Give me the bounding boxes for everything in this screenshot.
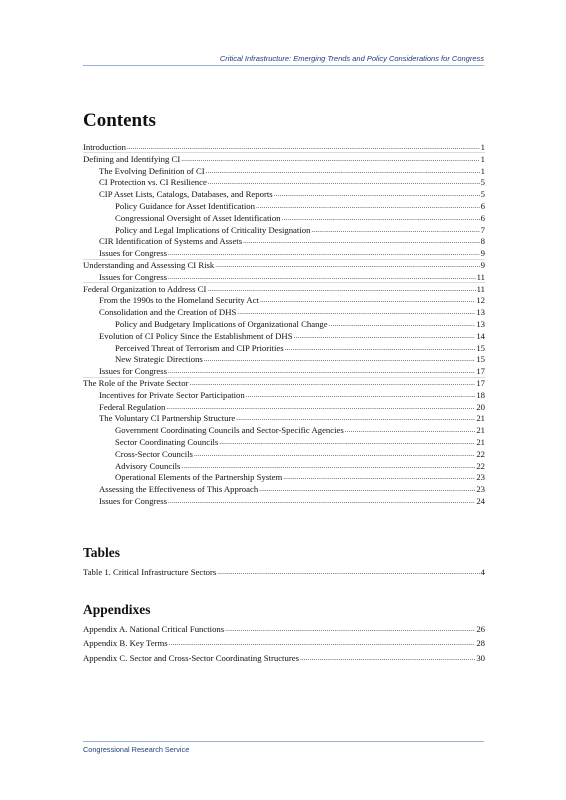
toc-entry-page: 9	[480, 248, 485, 259]
toc-entry-page: 4	[480, 567, 485, 577]
toc-entry[interactable]	[83, 154, 485, 165]
toc-entry-label: Cross-Sector Councils	[115, 448, 193, 459]
toc-dot-leader	[294, 330, 476, 342]
toc-dot-leader	[189, 377, 475, 389]
toc-dot-leader	[283, 471, 475, 483]
toc-entry-label: Government Coordinating Councils and Sector-Specific Agencies	[115, 425, 344, 436]
toc-entry[interactable]	[83, 437, 485, 448]
toc-dot-leader	[168, 247, 480, 259]
toc-dot-leader	[246, 389, 476, 401]
toc-entry-label: Appendix B. Key Terms	[83, 638, 168, 649]
toc-entry-page: 26	[476, 624, 485, 634]
toc-dot-leader	[237, 306, 475, 318]
toc-entry[interactable]	[83, 567, 485, 578]
toc-dot-leader	[168, 271, 476, 283]
toc-entry-label: Incentives for Private Sector Participation	[99, 389, 245, 400]
toc-entry[interactable]	[83, 284, 485, 295]
toc-entry-page: 15	[476, 342, 485, 353]
toc-entry-label: Introduction	[83, 142, 126, 152]
toc-dot-leader	[166, 401, 475, 413]
toc-entry[interactable]	[83, 331, 485, 342]
toc-entry-label: The Role of the Private Sector	[83, 378, 189, 388]
toc-dot-leader	[274, 188, 480, 200]
toc-entry[interactable]	[83, 496, 485, 507]
toc-group-separator	[83, 377, 485, 378]
toc-entry-page: 1	[480, 142, 485, 152]
toc-entry-page: 13	[476, 307, 485, 318]
toc-dot-leader	[168, 495, 475, 507]
toc-entry-label: Advisory Councils	[115, 460, 181, 471]
toc-entry[interactable]	[83, 354, 485, 365]
toc-entry-label: The Evolving Definition of CI	[99, 165, 205, 176]
toc-entry[interactable]	[83, 177, 485, 188]
toc-entry[interactable]	[83, 166, 485, 177]
toc-entry[interactable]	[83, 307, 485, 318]
toc-dot-leader	[219, 436, 475, 448]
toc-dot-leader	[345, 424, 476, 436]
toc-entry-page: 23	[476, 484, 485, 495]
toc-entry[interactable]	[83, 213, 485, 224]
toc-entry[interactable]	[83, 319, 485, 330]
toc-entry-page: 13	[476, 319, 485, 329]
toc-entry[interactable]	[83, 390, 485, 401]
toc-entry[interactable]	[83, 653, 485, 664]
toc-entry-label: Understanding and Assessing CI Risk	[83, 260, 215, 270]
toc-group-separator	[83, 259, 485, 260]
toc-entry-label: New Strategic Directions	[115, 354, 203, 365]
toc-entry-label: Defining and Identifying CI	[83, 153, 181, 164]
toc-entry-label: Federal Organization to Address CI	[83, 283, 207, 294]
toc-entry[interactable]	[83, 343, 485, 354]
toc-dot-leader	[206, 165, 480, 177]
toc-dot-leader	[207, 283, 475, 295]
toc-entry-label: Consolidation and the Creation of DHS	[99, 307, 237, 318]
toc-entry-label: Issues for Congress	[99, 496, 168, 506]
toc-entry-page: 28	[476, 638, 485, 649]
toc-dot-leader	[194, 448, 475, 460]
toc-entry-label: CIP Asset Lists, Catalogs, Databases, and Reports	[99, 189, 273, 200]
toc-dot-leader	[311, 224, 479, 236]
toc-entry[interactable]	[83, 201, 485, 212]
toc-entry[interactable]	[83, 295, 485, 306]
toc-entry[interactable]	[83, 189, 485, 200]
toc-entry-page: 11	[476, 271, 485, 282]
toc-entry-page: 5	[480, 177, 485, 188]
toc-entry-label: Congressional Oversight of Asset Identification	[115, 212, 281, 223]
toc-entry-page: 18	[476, 389, 485, 400]
toc-entry-page: 14	[476, 330, 485, 341]
toc-dot-leader	[329, 318, 476, 330]
toc-entry-label: Assessing the Effectiveness of This Approach	[99, 484, 259, 495]
toc-dot-leader	[169, 637, 476, 649]
toc-entry[interactable]	[83, 484, 485, 495]
toc-dot-leader	[181, 153, 479, 165]
toc-entry-label: Policy Guidance for Asset Identification	[115, 201, 255, 211]
toc-dot-leader	[300, 652, 475, 664]
toc-entry-page: 30	[476, 652, 485, 663]
toc-entry-page: 17	[476, 378, 485, 388]
toc-dot-leader	[260, 294, 475, 306]
toc-entry-page: 6	[480, 212, 485, 223]
toc-entry-label: Appendix A. National Critical Functions	[83, 624, 225, 634]
toc-group-separator	[83, 152, 485, 153]
toc-dot-leader	[168, 365, 475, 377]
toc-dot-leader	[259, 483, 475, 495]
toc-entry-label: Sector Coordinating Councils	[115, 437, 219, 447]
header-rule	[83, 65, 484, 66]
tables-heading: Tables	[83, 545, 121, 560]
toc-dot-leader	[127, 141, 480, 153]
toc-dot-leader	[282, 212, 480, 224]
toc-entry-page: 21	[476, 437, 485, 447]
toc-entry-label: CIR Identification of Systems and Assets	[99, 236, 243, 247]
toc-entry-page: 21	[476, 413, 485, 424]
toc-entry-label: From the 1990s to the Homeland Security Act	[99, 295, 259, 306]
toc-entry-page: 9	[480, 260, 485, 270]
toc-dot-leader	[215, 259, 479, 271]
toc-dot-leader	[181, 460, 475, 472]
toc-entry-page: 22	[476, 460, 485, 471]
toc-entry-page: 7	[480, 224, 485, 235]
toc-dot-leader	[217, 566, 479, 578]
toc-entry[interactable]	[83, 624, 485, 635]
toc-entry-page: 20	[476, 401, 485, 412]
toc-entry-page: 15	[476, 354, 485, 365]
toc-entry-label: Operational Elements of the Partnership System	[115, 472, 283, 483]
appendixes-heading: Appendixes	[83, 602, 151, 617]
toc-entry-label: Federal Regulation	[99, 401, 166, 412]
toc-entry-label: CI Protection vs. CI Resilience	[99, 177, 207, 188]
toc-entry-label: Evolution of CI Policy Since the Establishment of DHS	[99, 330, 293, 341]
toc-entry-label: Issues for Congress	[99, 366, 168, 377]
toc-entry-page: 11	[476, 283, 485, 294]
toc-entry-page: 23	[476, 472, 485, 483]
toc-entry[interactable]	[83, 260, 485, 271]
toc-entry-label: The Voluntary CI Partnership Structure	[99, 413, 236, 424]
toc-entry-label: Issues for Congress	[99, 271, 168, 282]
toc-dot-leader	[243, 235, 480, 247]
toc-entry-label: Perceived Threat of Terrorism and CIP Priorities	[115, 342, 284, 353]
toc-entry-label: Table 1. Critical Infrastructure Sectors	[83, 567, 217, 577]
toc-entry-page: 22	[476, 448, 485, 459]
toc-entry-label: Policy and Legal Implications of Criticality Designation	[115, 224, 311, 235]
footer-organization: Congressional Research Service	[83, 745, 190, 754]
toc-dot-leader	[208, 176, 480, 188]
toc-dot-leader	[256, 200, 480, 212]
toc-dot-leader	[236, 412, 475, 424]
toc-entry[interactable]	[83, 461, 485, 472]
toc-entry-label: Appendix C. Sector and Cross-Sector Coordinating Structures	[83, 652, 299, 663]
toc-dot-leader	[225, 623, 475, 635]
toc-entry-page: 8	[480, 236, 485, 247]
toc-dot-leader	[204, 353, 476, 365]
toc-entry-page: 21	[476, 425, 485, 436]
toc-entry[interactable]	[83, 449, 485, 460]
toc-entry[interactable]	[83, 472, 485, 483]
toc-entry-page: 6	[480, 201, 485, 211]
toc-entry[interactable]	[83, 413, 485, 424]
toc-entry-page: 1	[480, 165, 485, 176]
toc-entry-page: 17	[476, 366, 485, 377]
toc-entry-page: 5	[480, 189, 485, 200]
toc-entry[interactable]	[83, 236, 485, 247]
footer-rule	[83, 741, 484, 742]
running-header-title: Critical Infrastructure: Emerging Trends and Policy Considerations for Congress	[219, 54, 484, 63]
toc-entry[interactable]	[83, 402, 485, 413]
toc-entry-page: 24	[476, 496, 485, 506]
contents-heading: Contents	[83, 110, 156, 131]
toc-entry[interactable]	[83, 225, 485, 236]
toc-entry[interactable]	[83, 425, 485, 436]
toc-entry-page: 1	[480, 153, 485, 164]
toc-entry[interactable]	[83, 638, 485, 649]
toc-entry-page: 12	[476, 295, 485, 306]
toc-entry-label: Policy and Budgetary Implications of Organizational Change	[115, 319, 328, 329]
toc-entry-label: Issues for Congress	[99, 248, 168, 259]
toc-dot-leader	[285, 342, 476, 354]
toc-entry[interactable]	[83, 378, 485, 389]
toc-group-separator	[83, 282, 485, 283]
